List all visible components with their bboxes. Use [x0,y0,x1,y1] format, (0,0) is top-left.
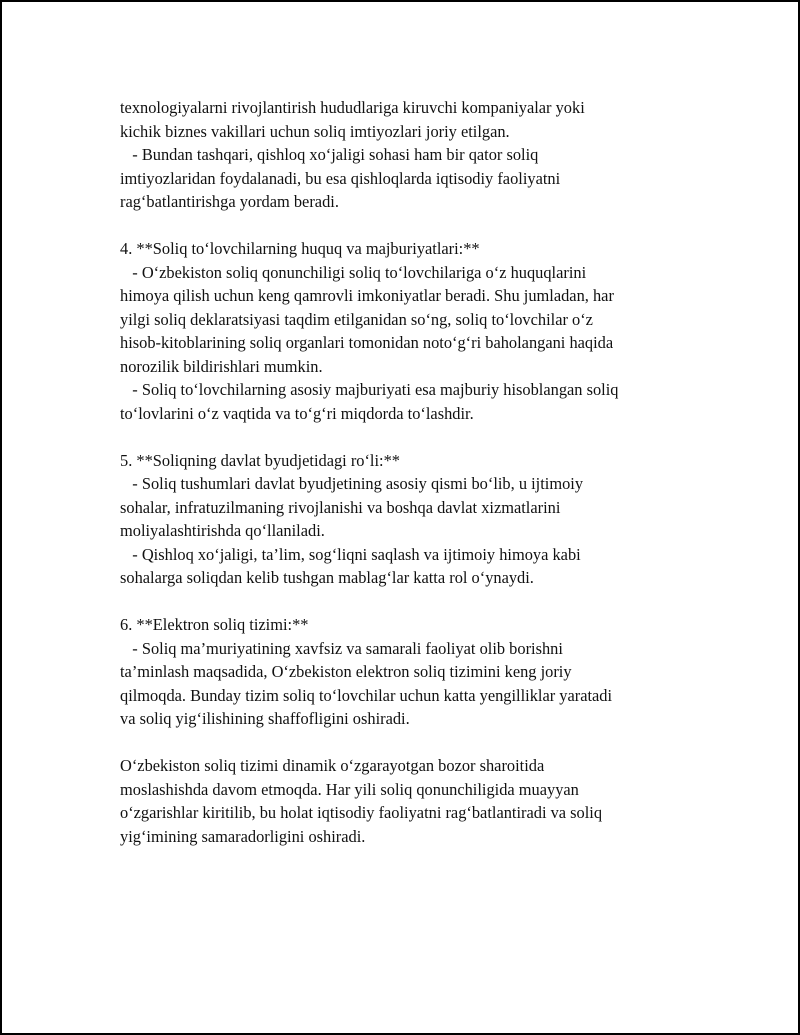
text-line: - Soliq to‘lovchilarning asosiy majburiyati esa majburiy hisoblangan soliq [120,380,619,399]
text-line: - Soliq ma’muriyatining xavfsiz va samarali faoliyat olib borishni [120,638,563,658]
section-heading: 6. **Elektron soliq tizimi:** [120,615,309,634]
text-line: hisob-kitoblarining soliq organlari tomonidan noto‘g‘ri baholangani haqida [120,333,614,352]
paragraph-spacer [120,590,692,614]
section-heading: 4. **Soliq to‘lovchilarning huquq va majburiyatlari:** [120,239,480,258]
section-heading: 5. **Soliqning davlat byudjetidagi ro‘li:** [120,450,400,470]
text-line: - Qishloq xo‘jaligi, ta’lim, sog‘liqni saqlash va ijtimoiy himoya kabi [120,544,581,564]
text-line: - Bundan tashqari, qishloq xo‘jaligi sohasi ham bir qator soliq [120,145,539,164]
text-line: - O‘zbekiston soliq qonunchiligi soliq to‘lovchilariga o‘z huquqlarini [120,262,587,282]
text-line: to‘lovlarini o‘z vaqtida va to‘g‘ri miqdorda to‘lashdir. [120,403,474,423]
text-line: qilmoqda. Bunday tizim soliq to‘lovchilar uchun katta yengilliklar yaratadi [120,685,613,705]
text-line: yilgi soliq deklaratsiyasi taqdim etilganidan so‘ng, soliq to‘lovchilar o‘z [120,309,593,329]
paragraph-spacer [120,214,692,238]
section-budget-role [120,449,692,590]
text-line: texnologiyalarni rivojlantirish hududlariga kiruvchi kompaniyalar yoki [120,98,585,117]
text-line: sohalar, infratuzilmaning rivojlanishi va boshqa davlat xizmatlarini [120,497,561,517]
text-line: moslashishda davom etmoqda. Har yili soliq qonunchiligida muayyan [120,779,579,799]
paragraph-incentives [120,96,692,214]
text-line: o‘zgarishlar kiritilib, bu holat iqtisodiy faoliyatni rag‘batlantiradi va soliq [120,803,603,822]
text-line: - Soliq tushumlari davlat byudjetining asosiy qismi bo‘lib, u ijtimoiy [120,474,584,493]
text-line: O‘zbekiston soliq tizimi dinamik o‘zgarayotgan bozor sharoitida [120,756,545,775]
text-line: yig‘imining samaradorligini oshiradi. [120,826,366,846]
text-line: sohalarga soliqdan kelib tushgan mablag‘lar katta rol o‘ynaydi. [120,568,534,587]
paragraph-spacer [120,731,692,755]
text-line: norozilik bildirishlari mumkin. [120,356,323,376]
document-body [120,96,692,848]
paragraph-conclusion [120,754,692,848]
text-line: kichik biznes vakillari uchun soliq imtiyozlari joriy etilgan. [120,121,510,141]
text-line: va soliq yig‘ilishining shaffofligini oshiradi. [120,709,410,728]
text-line: himoya qilish uchun keng qamrovli imkoniyatlar beradi. Shu jumladan, har [120,286,614,305]
text-line: rag‘batlantirishga yordam beradi. [120,192,339,211]
text-line: ta’minlash maqsadida, O‘zbekiston elektron soliq tizimini keng joriy [120,662,572,681]
section-electronic-tax [120,613,692,731]
section-taxpayer-rights [120,237,692,425]
paragraph-spacer [120,425,692,449]
text-line: moliyalashtirishda qo‘llaniladi. [120,521,325,540]
text-line: imtiyozlaridan foydalanadi, bu esa qishloqlarda iqtisodiy faoliyatni [120,168,561,188]
